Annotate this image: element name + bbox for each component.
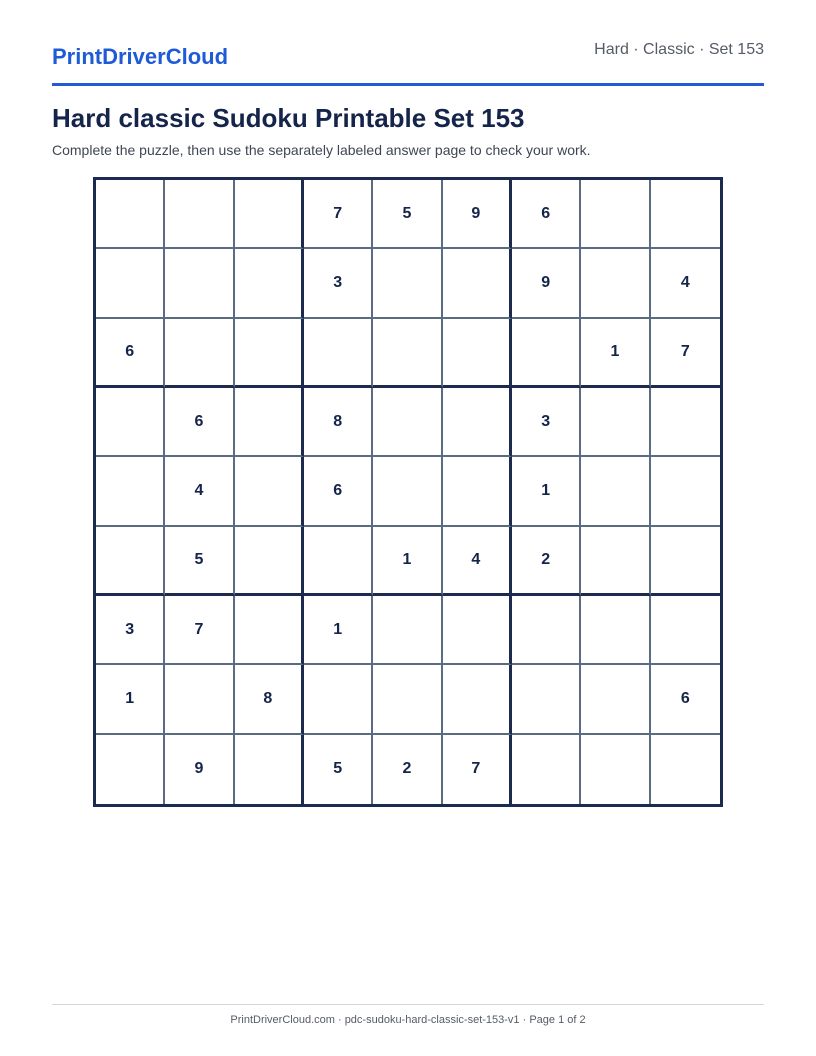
page-title: Hard classic Sudoku Printable Set 153 (52, 103, 525, 133)
sudoku-cell-r6-c9[interactable] (651, 527, 720, 596)
sudoku-cell-r7-c1[interactable]: 3 (96, 596, 165, 665)
sudoku-cell-r2-c9[interactable]: 4 (651, 249, 720, 318)
sudoku-cell-r8-c1[interactable]: 1 (96, 665, 165, 734)
sudoku-cell-r1-c3[interactable] (235, 180, 304, 249)
sudoku-cell-r4-c4[interactable]: 8 (304, 388, 373, 457)
sudoku-cell-r4-c5[interactable] (373, 388, 442, 457)
sudoku-cell-r7-c4[interactable]: 1 (304, 596, 373, 665)
sudoku-cell-r7-c8[interactable] (581, 596, 650, 665)
sudoku-cell-r3-c8[interactable]: 1 (581, 319, 650, 388)
sudoku-cell-r2-c7[interactable]: 9 (512, 249, 581, 318)
sudoku-cell-r6-c1[interactable] (96, 527, 165, 596)
sudoku-cell-r4-c2[interactable]: 6 (165, 388, 234, 457)
sudoku-cell-r4-c8[interactable] (581, 388, 650, 457)
sudoku-cell-r4-c9[interactable] (651, 388, 720, 457)
sudoku-cell-r9-c5[interactable]: 2 (373, 735, 442, 804)
sudoku-cell-r5-c4[interactable]: 6 (304, 457, 373, 526)
sudoku-cell-r6-c6[interactable]: 4 (443, 527, 512, 596)
sudoku-cell-r6-c2[interactable]: 5 (165, 527, 234, 596)
sudoku-cell-r9-c6[interactable]: 7 (443, 735, 512, 804)
sudoku-cell-r8-c4[interactable] (304, 665, 373, 734)
sudoku-cell-r2-c4[interactable]: 3 (304, 249, 373, 318)
sudoku-cell-r3-c2[interactable] (165, 319, 234, 388)
sudoku-cell-r7-c9[interactable] (651, 596, 720, 665)
sudoku-cell-r9-c3[interactable] (235, 735, 304, 804)
sudoku-cell-r9-c4[interactable]: 5 (304, 735, 373, 804)
sudoku-cell-r4-c1[interactable] (96, 388, 165, 457)
sudoku-cell-r5-c1[interactable] (96, 457, 165, 526)
sudoku-cell-r7-c2[interactable]: 7 (165, 596, 234, 665)
sudoku-cell-r5-c6[interactable] (443, 457, 512, 526)
sudoku-cell-r5-c2[interactable]: 4 (165, 457, 234, 526)
sudoku-cell-r8-c3[interactable]: 8 (235, 665, 304, 734)
sudoku-cell-r7-c3[interactable] (235, 596, 304, 665)
sudoku-cell-r3-c1[interactable]: 6 (96, 319, 165, 388)
sudoku-cell-r8-c5[interactable] (373, 665, 442, 734)
sudoku-cell-r2-c3[interactable] (235, 249, 304, 318)
sudoku-cell-r3-c4[interactable] (304, 319, 373, 388)
sudoku-cell-r7-c5[interactable] (373, 596, 442, 665)
sudoku-cell-r1-c1[interactable] (96, 180, 165, 249)
sudoku-cell-r9-c8[interactable] (581, 735, 650, 804)
sudoku-cell-r9-c9[interactable] (651, 735, 720, 804)
sudoku-cell-r9-c1[interactable] (96, 735, 165, 804)
sudoku-cell-r8-c6[interactable] (443, 665, 512, 734)
sudoku-cell-r1-c2[interactable] (165, 180, 234, 249)
sudoku-cell-r5-c3[interactable] (235, 457, 304, 526)
sudoku-cell-r6-c4[interactable] (304, 527, 373, 596)
page-footer: PrintDriverCloud.com · pdc-sudoku-hard-classic-set-153-v1 · Page 1 of 2 (230, 1014, 586, 1026)
sudoku-cell-r1-c7[interactable]: 6 (512, 180, 581, 249)
sudoku-cell-r5-c9[interactable] (651, 457, 720, 526)
brand-logo[interactable]: PrintDriverCloud (52, 44, 229, 69)
sudoku-cell-r2-c1[interactable] (96, 249, 165, 318)
sudoku-cell-r9-c7[interactable] (512, 735, 581, 804)
sudoku-cell-r2-c8[interactable] (581, 249, 650, 318)
sudoku-cell-r8-c9[interactable]: 6 (651, 665, 720, 734)
sudoku-cell-r4-c3[interactable] (235, 388, 304, 457)
sudoku-cell-r3-c6[interactable] (443, 319, 512, 388)
sudoku-cell-r5-c7[interactable]: 1 (512, 457, 581, 526)
sudoku-cell-r6-c7[interactable]: 2 (512, 527, 581, 596)
sudoku-cell-r3-c3[interactable] (235, 319, 304, 388)
page-subtitle: Complete the puzzle, then use the separately labeled answer page to check your work. (52, 142, 591, 158)
sudoku-cell-r6-c5[interactable]: 1 (373, 527, 442, 596)
sudoku-cell-r5-c5[interactable] (373, 457, 442, 526)
footer-divider (52, 1004, 764, 1005)
breadcrumb: Hard · Classic · Set 153 (594, 41, 764, 58)
sudoku-cell-r1-c4[interactable]: 7 (304, 180, 373, 249)
sudoku-cell-r2-c6[interactable] (443, 249, 512, 318)
sudoku-cell-r1-c5[interactable]: 5 (373, 180, 442, 249)
sudoku-cell-r4-c7[interactable]: 3 (512, 388, 581, 457)
sudoku-cell-r1-c8[interactable] (581, 180, 650, 249)
sudoku-cell-r2-c5[interactable] (373, 249, 442, 318)
sudoku-cell-r9-c2[interactable]: 9 (165, 735, 234, 804)
sudoku-cell-r1-c6[interactable]: 9 (443, 180, 512, 249)
sudoku-cell-r3-c5[interactable] (373, 319, 442, 388)
sudoku-cell-r3-c9[interactable]: 7 (651, 319, 720, 388)
sudoku-cell-r8-c2[interactable] (165, 665, 234, 734)
sudoku-cell-r6-c3[interactable] (235, 527, 304, 596)
sudoku-cell-r8-c7[interactable] (512, 665, 581, 734)
sudoku-cell-r2-c2[interactable] (165, 249, 234, 318)
sudoku-cell-r1-c9[interactable] (651, 180, 720, 249)
page-header (52, 0, 764, 86)
sudoku-cell-r4-c6[interactable] (443, 388, 512, 457)
sudoku-cell-r8-c8[interactable] (581, 665, 650, 734)
sudoku-cell-r5-c8[interactable] (581, 457, 650, 526)
sudoku-grid (93, 177, 723, 807)
sudoku-cell-r3-c7[interactable] (512, 319, 581, 388)
sudoku-cell-r6-c8[interactable] (581, 527, 650, 596)
sudoku-cell-r7-c7[interactable] (512, 596, 581, 665)
sudoku-cell-r7-c6[interactable] (443, 596, 512, 665)
